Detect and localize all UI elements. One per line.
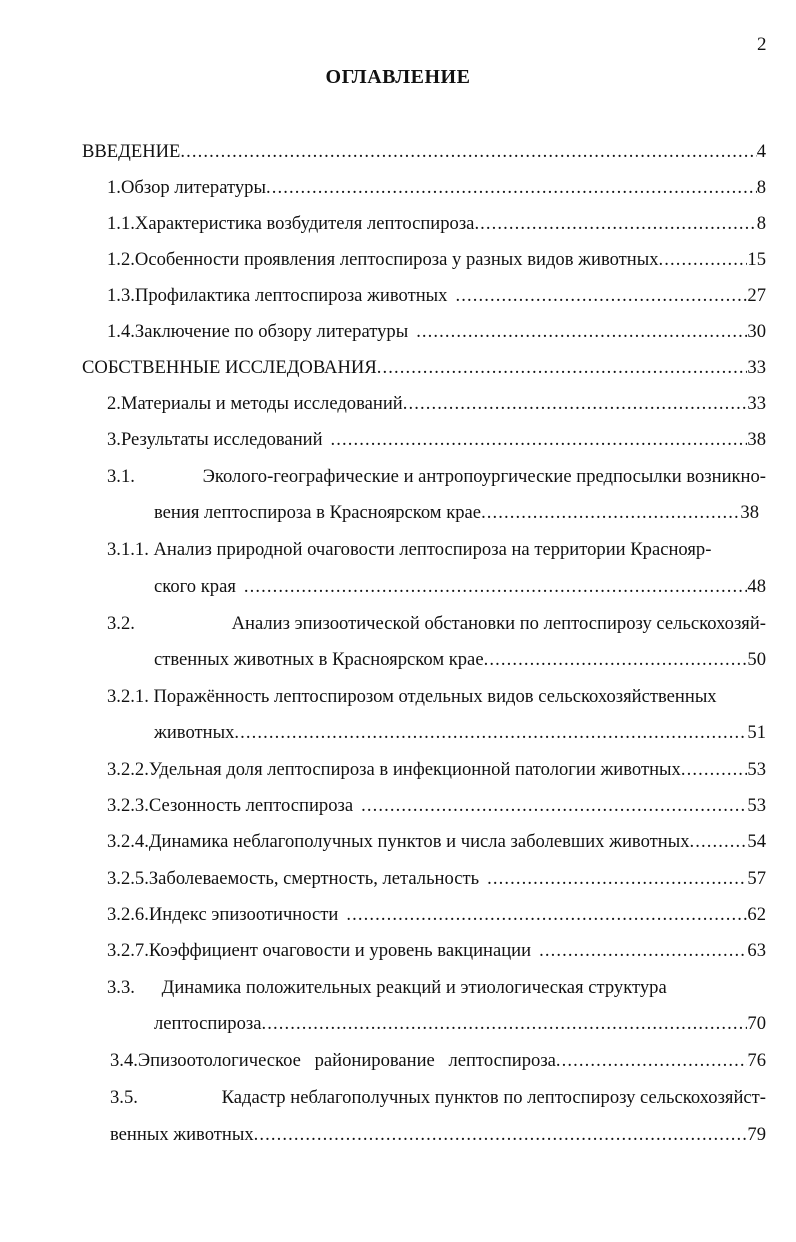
toc-page-number: 76 bbox=[747, 1050, 766, 1071]
toc-entry-2[interactable] bbox=[107, 393, 766, 415]
toc-entry-1-4[interactable] bbox=[107, 321, 766, 343]
toc-entry-label-line2: венных животных bbox=[110, 1124, 254, 1145]
toc-entry-number: 1. bbox=[107, 177, 121, 198]
toc-entry-label: Индекс эпизоотичности bbox=[148, 904, 339, 925]
toc-leader-dots bbox=[659, 249, 748, 271]
toc-entry-3-2-4[interactable] bbox=[107, 831, 766, 853]
toc-entry-3-2-7[interactable] bbox=[107, 940, 766, 962]
toc-entry-own-research[interactable] bbox=[82, 357, 766, 379]
toc-entry-label-line1: Поражённость лептоспирозом отдельных видов сельскохозяйственных bbox=[153, 686, 717, 707]
toc-entry-label: Обзор литературы bbox=[120, 177, 266, 198]
toc-entry-number: 2. bbox=[107, 393, 121, 414]
toc-entry-number: 1.3. bbox=[107, 285, 135, 306]
toc-entry-number: 3. bbox=[107, 429, 121, 450]
toc-entry-number: 3.2.2. bbox=[107, 759, 149, 780]
toc-entry-number: 3.2.6. bbox=[107, 904, 149, 925]
toc-entry-label: Особенности проявления лептоспироза у разных видов животных bbox=[134, 249, 659, 270]
page-number: 2 bbox=[757, 34, 767, 55]
toc-entry-label: Результаты исследований bbox=[120, 429, 323, 450]
toc-entry-label-line1: Кадастр неблагополучных пунктов по лептоспирозу сельскохозяйст- bbox=[221, 1087, 766, 1108]
toc-entry-3-4[interactable] bbox=[110, 1050, 766, 1072]
toc-leader-dots bbox=[403, 393, 748, 415]
toc-entry-number: 3.4. bbox=[110, 1050, 138, 1071]
toc-page-number: 38 bbox=[747, 429, 766, 450]
toc-entry-label: СОБСТВЕННЫЕ ИССЛЕДОВАНИЯ bbox=[82, 357, 377, 378]
toc-entry-number: 1.1. bbox=[107, 213, 135, 234]
toc-entry-label: Удельная доля лептоспироза в инфекционной патологии животных bbox=[148, 759, 681, 780]
toc-leader-dots bbox=[180, 141, 756, 163]
toc-leader-dots bbox=[266, 177, 757, 199]
toc-page-number: 79 bbox=[747, 1124, 766, 1145]
toc-page-number: 62 bbox=[747, 904, 766, 925]
toc-page-number: 70 bbox=[747, 1013, 766, 1034]
toc-entry-number: 3.3. bbox=[107, 977, 135, 998]
toc-entry-label: ВВЕДЕНИЕ bbox=[82, 141, 181, 162]
toc-page-number: 30 bbox=[747, 321, 766, 342]
toc-leader-dots bbox=[487, 868, 747, 890]
toc-page-number: 53 bbox=[747, 795, 766, 816]
toc-entry-label-line2: вения лептоспироза в Красноярском крае bbox=[154, 502, 482, 523]
toc-entry-3-2-6[interactable] bbox=[107, 904, 766, 926]
toc-entry-intro[interactable] bbox=[82, 141, 766, 163]
toc-page-number: 51 bbox=[747, 722, 766, 743]
toc-entry-label: Сезонность лептоспироза bbox=[148, 795, 354, 816]
toc-entry-label: Материалы и методы исследований bbox=[120, 393, 403, 414]
toc-entry-label: Характеристика возбудителя лептоспироза bbox=[134, 213, 475, 234]
toc-entry-label: Коэффициент очаговости и уровень вакцинации bbox=[148, 940, 532, 961]
toc-leader-dots bbox=[481, 502, 740, 524]
toc-page-number: 48 bbox=[747, 576, 766, 597]
toc-leader-dots bbox=[690, 831, 748, 853]
toc-page-number: 54 bbox=[747, 831, 766, 852]
toc-page-number: 63 bbox=[747, 940, 766, 961]
toc-entry-label: Заключение по обзору литературы bbox=[134, 321, 409, 342]
toc-entry-number: 3.2.1. bbox=[107, 686, 149, 707]
toc-leader-dots bbox=[261, 1013, 747, 1035]
toc-entry-label-line2: ского края bbox=[154, 576, 236, 597]
toc-leader-dots bbox=[377, 357, 748, 379]
toc-page-number: 15 bbox=[747, 249, 766, 270]
toc-entry-number: 3.1.1. bbox=[107, 539, 149, 560]
toc-entry-number: 3.2.7. bbox=[107, 940, 149, 961]
toc-leader-dots bbox=[234, 722, 747, 744]
toc-entry-label-line1: Динамика положительных реакций и этиологическая структура bbox=[161, 977, 667, 998]
toc-leader-dots bbox=[254, 1124, 748, 1146]
toc-entry-number: 3.2.5. bbox=[107, 868, 149, 889]
toc-page-number: 4 bbox=[756, 141, 766, 162]
toc-entry-number: 1.2. bbox=[107, 249, 135, 270]
toc-entry-label: Профилактика лептоспироза животных bbox=[134, 285, 448, 306]
toc-entry-number: 3.2.3. bbox=[107, 795, 149, 816]
toc-page-number: 8 bbox=[756, 177, 766, 198]
toc-leader-dots bbox=[331, 429, 748, 451]
toc-entry-1-1[interactable] bbox=[107, 213, 766, 235]
toc-page-number: 33 bbox=[747, 357, 766, 378]
toc-leader-dots bbox=[455, 285, 747, 307]
toc-entry-number: 3.5. bbox=[110, 1087, 138, 1108]
toc-entry-label-line1: Анализ природной очаговости лептоспироза на территории Краснояр- bbox=[153, 539, 712, 560]
toc-entry-3[interactable] bbox=[107, 429, 766, 451]
toc-entry-label: Динамика неблагополучных пунктов и числа заболевших животных bbox=[148, 831, 690, 852]
toc-entry-number: 1.4. bbox=[107, 321, 135, 342]
toc-leader-dots bbox=[681, 759, 748, 781]
toc-entry-label: Заболеваемость, смертность, летальность bbox=[148, 868, 480, 889]
toc-entry-label-line2: лептоспироза bbox=[154, 1013, 262, 1034]
toc-leader-dots bbox=[244, 576, 748, 598]
toc-page-number: 50 bbox=[747, 649, 766, 670]
toc-entry-3-2-3[interactable] bbox=[107, 795, 766, 817]
toc-entry-number: 3.2. bbox=[107, 613, 135, 634]
toc-entry-3-2-2[interactable] bbox=[107, 759, 766, 781]
toc-leader-dots bbox=[474, 213, 756, 235]
toc-page-number: 8 bbox=[756, 213, 766, 234]
toc-entry-1-2[interactable] bbox=[107, 249, 766, 271]
toc-entry-label-line2: ственных животных в Красноярском крае bbox=[154, 649, 484, 670]
toc-leader-dots bbox=[361, 795, 747, 817]
toc-page-number: 27 bbox=[747, 285, 766, 306]
toc-entry-1[interactable] bbox=[107, 177, 766, 199]
toc-entry-number: 3.1. bbox=[107, 466, 135, 487]
toc-page-number: 53 bbox=[747, 759, 766, 780]
toc-leader-dots bbox=[416, 321, 747, 343]
toc-leader-dots bbox=[539, 940, 747, 962]
toc-entry-label-line2: животных bbox=[154, 722, 235, 743]
toc-title: ОГЛАВЛЕНИЕ bbox=[325, 66, 471, 88]
toc-page-number: 57 bbox=[747, 868, 766, 889]
toc-entry-number: 3.2.4. bbox=[107, 831, 149, 852]
toc-entry-3-2-5[interactable] bbox=[107, 868, 766, 890]
toc-leader-dots bbox=[556, 1050, 747, 1072]
toc-page-number: 38 bbox=[740, 502, 759, 523]
toc-page-number: 33 bbox=[747, 393, 766, 414]
toc-leader-dots bbox=[484, 649, 748, 671]
toc-entry-label: Эпизоотологическое районирование лептоспироза bbox=[137, 1050, 556, 1071]
toc-entry-label-line1: Эколого-географические и антропоургические предпосылки возникно- bbox=[202, 466, 766, 487]
toc-entry-1-3[interactable] bbox=[107, 285, 766, 307]
toc-leader-dots bbox=[346, 904, 747, 926]
toc-entry-label-line1: Анализ эпизоотической обстановки по лептоспирозу сельскохозяй- bbox=[231, 613, 766, 634]
